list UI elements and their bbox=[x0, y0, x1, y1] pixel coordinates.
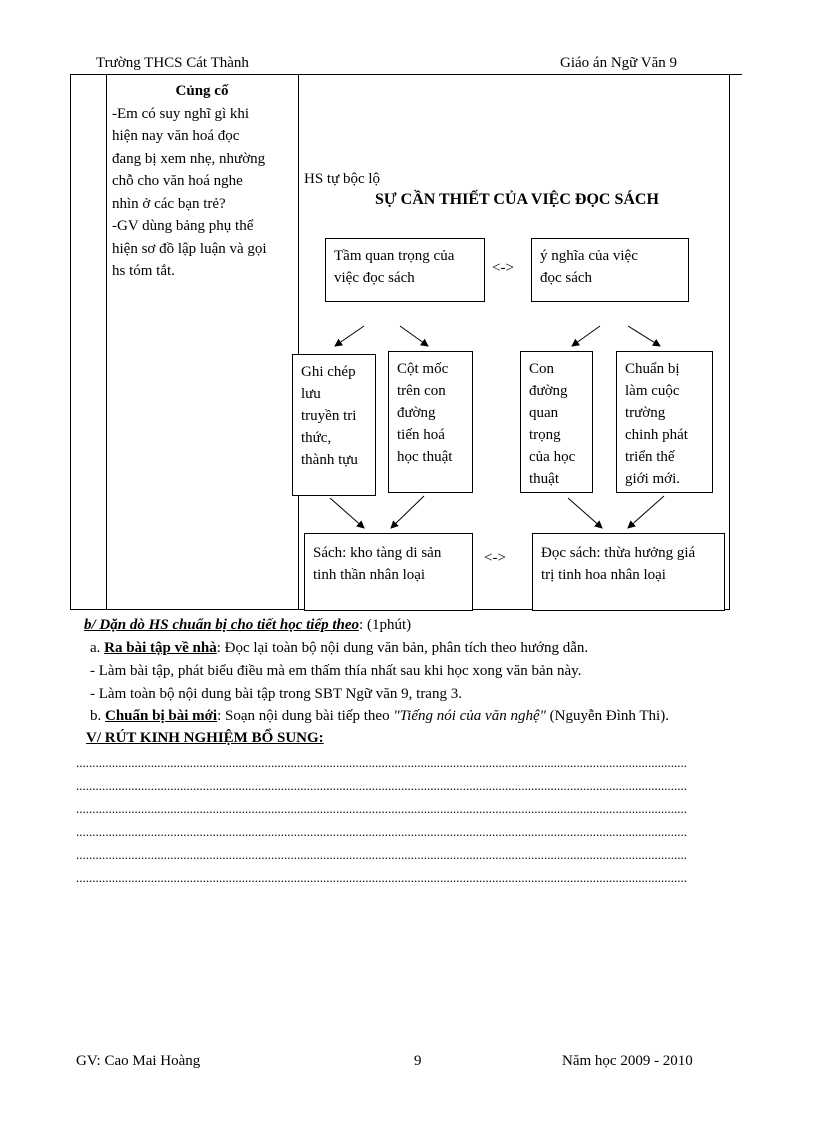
diagram-title: SỰ CẦN THIẾT CỦA VIỆC ĐỌC SÁCH bbox=[375, 191, 659, 208]
consolidation-line: chỗ cho văn hoá nghe bbox=[112, 173, 243, 189]
box-line: triển thế bbox=[625, 449, 675, 465]
box-line: làm cuộc bbox=[625, 383, 680, 399]
item-text: : Đọc lại toàn bộ nội dung văn bản, phân tích theo hướng dẫn. bbox=[216, 640, 589, 656]
box-line: thành tựu bbox=[301, 452, 358, 468]
box-line: giới mới. bbox=[625, 471, 681, 487]
item-label: Ra bài tập về nhà bbox=[104, 640, 217, 656]
box-line: Tầm quan trọng của bbox=[334, 248, 455, 264]
box-line: trường bbox=[625, 405, 666, 421]
table-col-divider-1 bbox=[106, 75, 107, 610]
consolidation-line: hs tóm tắt. bbox=[112, 263, 175, 279]
box-line: Con bbox=[529, 361, 555, 377]
box-line: trên con bbox=[397, 383, 446, 399]
item-title: "Tiếng nói của văn nghệ" bbox=[393, 708, 546, 724]
box-line: Sách: kho tàng di sản bbox=[313, 545, 442, 561]
treasure-box bbox=[304, 533, 473, 611]
dotted-line: ............................................................................................................................................................................................ bbox=[76, 801, 687, 816]
path-box bbox=[520, 351, 593, 493]
box-line: trị tinh hoa nhân loại bbox=[541, 567, 666, 583]
footer-teacher: GV: Cao Mai Hoàng bbox=[76, 1053, 201, 1069]
box-line: truyền tri bbox=[301, 408, 357, 424]
dotted-line: ............................................................................................................................................................................................ bbox=[76, 778, 687, 793]
homework-heading bbox=[84, 617, 411, 634]
box-line: đường bbox=[529, 383, 568, 399]
homework-line-2: - Làm bài tập, phát biểu điều mà em thấm thía nhất sau khi học xong văn bản này. bbox=[90, 663, 582, 679]
dotted-line: ............................................................................................................................................................................................ bbox=[76, 755, 687, 770]
dotted-line: ............................................................................................................................................................................................ bbox=[76, 870, 687, 885]
school-name: Trường THCS Cát Thành bbox=[96, 55, 249, 71]
consolidation-line: hiện sơ đồ lập luận và gọi bbox=[112, 240, 267, 257]
consolidation-line: -GV dùng bảng phụ thể bbox=[112, 218, 254, 234]
box-line: thuật bbox=[529, 471, 559, 487]
prepare-box bbox=[616, 351, 713, 493]
item-text: : Soạn nội dung bài tiếp theo bbox=[217, 708, 394, 724]
table-col-divider-2 bbox=[298, 75, 299, 610]
dotted-line: ............................................................................................................................................................................................ bbox=[76, 847, 687, 862]
box-line: Cột mốc bbox=[397, 361, 449, 377]
item-prefix: a. bbox=[90, 640, 105, 656]
box-line: trọng bbox=[529, 427, 561, 443]
homework-line-3: - Làm toàn bộ nội dung bài tập trong SBT Ngữ văn 9, trang 3. bbox=[90, 686, 462, 702]
consolidation-line: đang bị xem nhẹ, nhường bbox=[112, 150, 266, 167]
reading-box bbox=[532, 533, 725, 611]
box-line: việc đọc sách bbox=[334, 270, 415, 286]
homework-heading-label: b/ Dặn dò HS chuẩn bị cho tiết học tiếp theo bbox=[84, 617, 360, 633]
box-line: đọc sách bbox=[540, 270, 593, 286]
item-label: Chuẩn bị bài mới bbox=[105, 708, 218, 724]
box-line: học thuật bbox=[397, 449, 453, 465]
dotted-line: ............................................................................................................................................................................................ bbox=[76, 824, 687, 839]
box-line: Đọc sách: thừa hưởng giá bbox=[541, 545, 696, 561]
link-top: <-> bbox=[492, 260, 514, 276]
box-line: Chuẩn bị bbox=[625, 361, 680, 377]
consolidation-line: hiện nay văn hoá đọc bbox=[112, 128, 240, 144]
box-line: tiến hoá bbox=[397, 427, 445, 443]
subject-title: Giáo án Ngữ Văn 9 bbox=[560, 55, 677, 71]
record-box bbox=[292, 354, 376, 496]
footer-school-year: Năm học 2009 - 2010 bbox=[562, 1053, 693, 1069]
box-line: tinh thần nhân loại bbox=[313, 567, 426, 583]
box-line: chinh phát bbox=[625, 427, 688, 443]
consolidation-line: -Em có suy nghĩ gì khi bbox=[112, 105, 250, 122]
item-prefix: b. bbox=[90, 708, 105, 724]
link-bottom: <-> bbox=[484, 550, 506, 566]
box-line: thức, bbox=[301, 430, 332, 446]
item-author: (Nguyễn Đình Thi). bbox=[545, 708, 669, 724]
box-line: quan bbox=[529, 405, 559, 421]
consolidation-title: Củng cố bbox=[175, 83, 229, 99]
homework-item-a bbox=[90, 640, 588, 657]
diagram-intro: HS tự bộc lộ bbox=[304, 171, 381, 187]
box-line: Ghi chép bbox=[301, 364, 356, 380]
consolidation-line: nhìn ở các bạn trẻ? bbox=[112, 195, 226, 212]
footer-page-number: 9 bbox=[414, 1053, 422, 1069]
milestone-box bbox=[388, 351, 473, 493]
section-5-title: V/ RÚT KINH NGHIỆM BỔ SUNG: bbox=[86, 730, 324, 746]
meaning-box bbox=[531, 238, 689, 302]
box-line: đường bbox=[397, 405, 436, 421]
consolidation-cell bbox=[112, 80, 292, 283]
homework-heading-time: : (1phút) bbox=[359, 617, 412, 633]
box-line: của học bbox=[529, 449, 576, 465]
box-line: lưu bbox=[301, 386, 321, 402]
importance-box bbox=[325, 238, 485, 302]
box-line: ý nghĩa của việc bbox=[540, 248, 638, 264]
homework-item-b bbox=[90, 708, 669, 725]
